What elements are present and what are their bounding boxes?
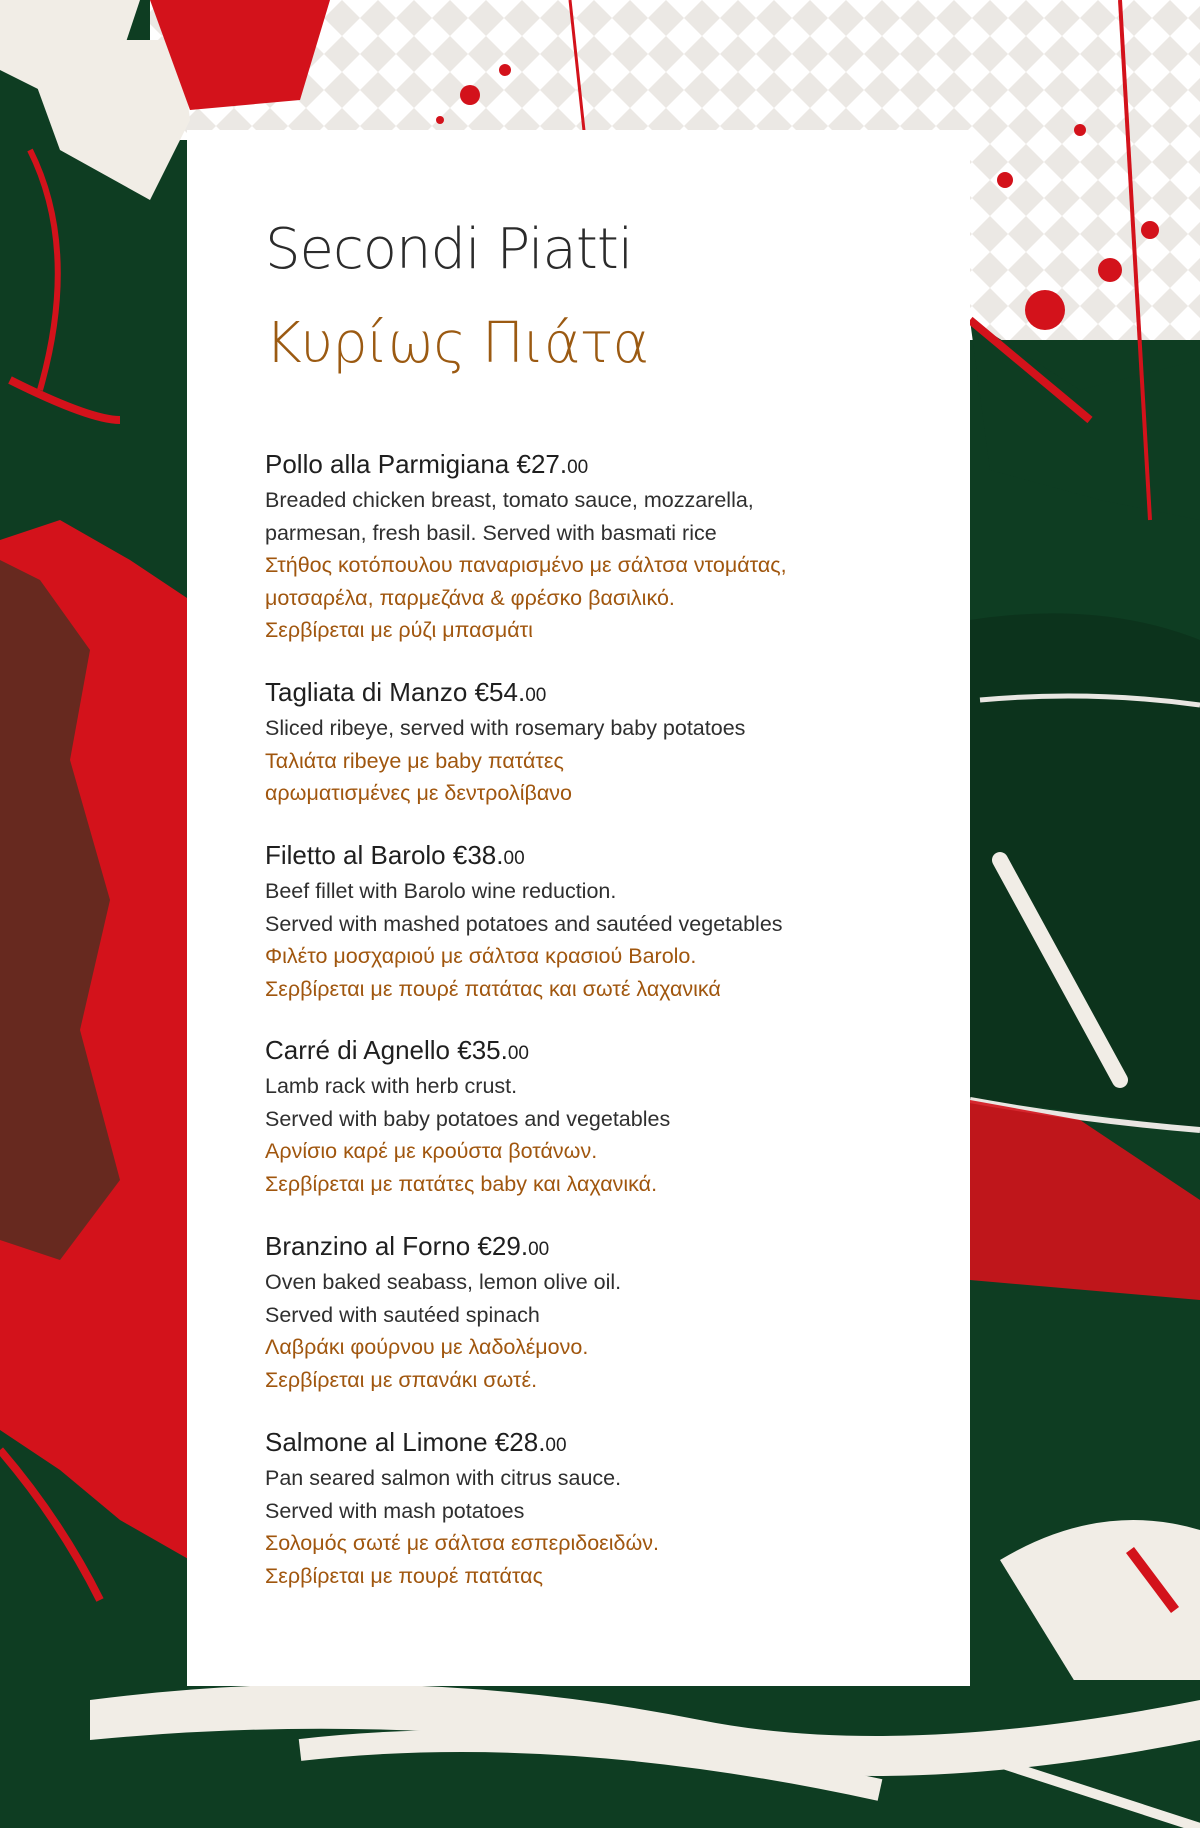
dish-description-gr: Σερβίρεται με πουρέ πατάτας και σωτέ λαχανικά <box>265 976 721 1001</box>
dish-price: €29.00 <box>477 1231 550 1261</box>
dish-description-gr: Σολομός σωτέ με σάλτσα εσπεριδοειδών. <box>265 1531 660 1556</box>
dish-description-gr: Σερβίρεται με ρύζι μπασμάτι <box>265 618 533 643</box>
dish-description-gr: Αρνίσιο καρέ με κρούστα βοτάνων. <box>265 1139 598 1164</box>
dish-description-en: Beef fillet with Barolo wine reduction. <box>265 879 617 903</box>
dish-name: Branzino al Forno <box>265 1231 471 1261</box>
menu-item <box>265 444 905 647</box>
menu-item-heading <box>265 444 905 484</box>
dish-price: €38.00 <box>452 840 525 870</box>
dish-name: Salmone al Limone <box>265 1427 488 1457</box>
dish-description-en: Pan seared salmon with citrus sauce. <box>265 1466 622 1490</box>
menu-item-heading <box>265 1226 905 1266</box>
dish-name: Pollo alla Parmigiana <box>265 449 510 479</box>
dish-description-gr: Φιλέτο μοσχαριού με σάλτσα κρασιού Barolo. <box>265 944 697 969</box>
page-title-greek: Κυρίως Πιάτα <box>265 311 649 376</box>
dish-name: Filetto al Barolo <box>265 840 446 870</box>
page-title-italian: Secondi Piatti <box>265 217 633 282</box>
dish-description-en: Sliced ribeye, served with rosemary baby potatoes <box>265 716 746 740</box>
dish-description-en: Served with mash potatoes <box>265 1498 525 1523</box>
menu-item-heading <box>265 1030 905 1070</box>
dish-description-gr: Σερβίρεται με σπανάκι σωτέ. <box>265 1367 538 1392</box>
menu-item <box>265 835 905 1005</box>
dish-description-en: Oven baked seabass, lemon olive oil. <box>265 1270 622 1294</box>
dish-description-gr: Σερβίρεται με πατάτες baby και λαχανικά. <box>265 1171 658 1196</box>
dish-description-en: Served with baby potatoes and vegetables <box>265 1106 671 1131</box>
menu-item-heading <box>265 835 905 875</box>
dish-description-gr: Ταλιάτα ribeye με baby πατάτες <box>265 748 564 773</box>
menu-item-heading <box>265 1422 905 1462</box>
dish-description-en: Served with sautéed spinach <box>265 1302 540 1327</box>
dish-description-gr: μοτσαρέλα, παρμεζάνα & φρέσκο βασιλικό. <box>265 585 675 610</box>
dish-description-gr: Στήθος κοτόπουλου παναρισμένο με σάλτσα ντομάτας, <box>265 553 787 578</box>
menu-item <box>265 1030 905 1200</box>
dish-description-en: Breaded chicken breast, tomato sauce, mozzarella, <box>265 488 754 512</box>
dish-price: €54.00 <box>474 677 547 707</box>
menu-item <box>265 672 905 810</box>
dish-name: Tagliata di Manzo <box>265 677 468 707</box>
dish-description-en: parmesan, fresh basil. Served with basmati rice <box>265 520 717 545</box>
dish-description-gr: Λαβράκι φούρνου με λαδολέμονο. <box>265 1335 589 1360</box>
dish-description-en: Served with mashed potatoes and sautéed vegetables <box>265 911 783 936</box>
menu-item <box>265 1422 905 1592</box>
dish-price: €28.00 <box>494 1427 567 1457</box>
menu-item <box>265 1226 905 1396</box>
dish-description-gr: αρωματισμένες με δεντρολίβανο <box>265 781 572 806</box>
dish-price: €35.00 <box>457 1035 529 1065</box>
dish-description-en: Lamb rack with herb crust. <box>265 1074 518 1098</box>
dish-price: €27.00 <box>516 449 589 479</box>
menu-item-heading <box>265 672 905 712</box>
dish-name: Carré di Agnello <box>265 1035 450 1065</box>
dish-description-gr: Σερβίρεται με πουρέ πατάτας <box>265 1563 543 1588</box>
